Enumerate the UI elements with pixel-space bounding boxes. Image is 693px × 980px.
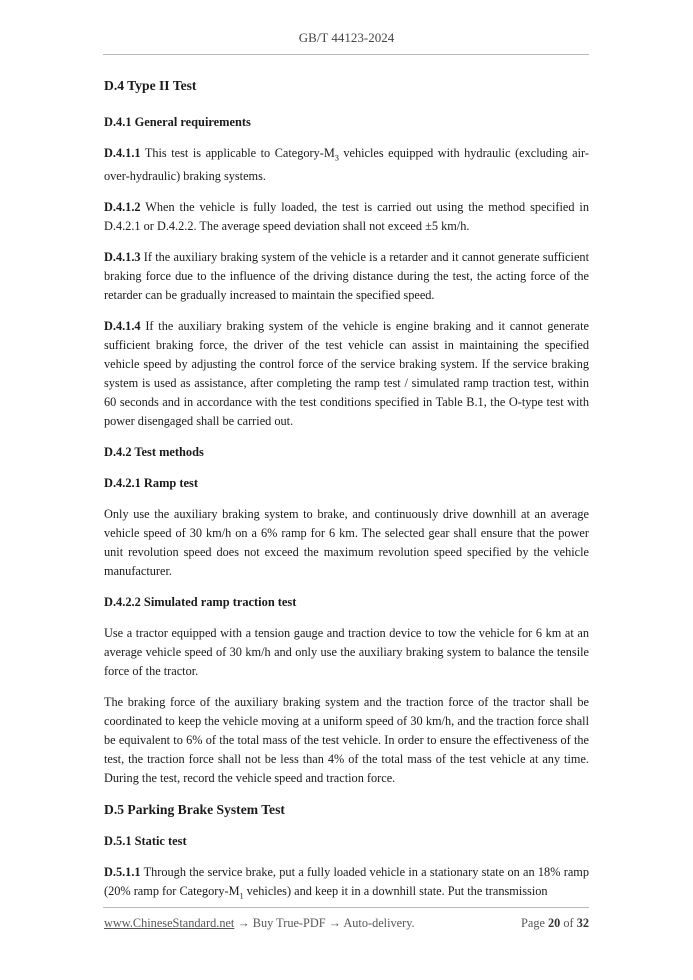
site-link[interactable]: www.ChineseStandard.net <box>104 916 235 930</box>
heading-d42: D.4.2 Test methods <box>104 445 204 460</box>
clause-text: Through the service brake, put a fully loaded vehicle in a stationary state on an 18% ramp (20% ramp for Category-M <box>104 865 589 899</box>
clause-text: vehicles equipped with hydraulic (excluding air-over-hydraulic) braking systems. <box>104 146 590 184</box>
page-header-standard-id: GB/T 44123-2024 <box>298 30 395 45</box>
subscript: 1 <box>239 891 244 901</box>
clause-text: If the auxiliary braking system of the vehicle is engine braking and it cannot generate sufficient braking force, the driver of the test vehicle can assist in maintaining the specified vehicle speed by adjusting the control force of the service braking system. If the service braking system is used as assistance, after completing the ramp test / simulated ramp traction test, within 60 seconds and in accordance with the test conditions specified in Table B.1, the O-type test with power disengaged shall be carried out. <box>104 319 589 429</box>
clause-number: D.4.1.3 <box>104 250 141 265</box>
clause-number: D.4.1.2 <box>104 200 141 215</box>
arrow-right-icon: → <box>237 916 250 930</box>
clause-d411 <box>104 144 589 186</box>
page-number <box>521 916 589 931</box>
heading-d5: D.5 Parking Brake System Test <box>104 802 285 818</box>
current-page: 20 <box>548 916 561 930</box>
heading-d41: D.4.1 General requirements <box>104 115 251 129</box>
clause-number: D.4.1.1 <box>104 146 141 160</box>
clause-d414 <box>104 317 589 431</box>
footer-divider <box>103 907 589 908</box>
heading-d4: D.4 Type II Test <box>104 78 197 93</box>
heading-d422: D.4.2.2 Simulated ramp traction test <box>104 595 297 610</box>
clause-text: When the vehicle is fully loaded, the test is carried out using the method specified in D.4.2.1 or D.4.2.2. The average speed deviation shall not exceed ±5 km/h. <box>104 200 589 234</box>
paragraph-d422-2: The braking force of the auxiliary braking system and the traction force of the tractor shall be coordinated to keep the vehicle moving at a uniform speed of 30 km/h, and the traction force shall be equivalent to 6% of the total mass of the test vehicle. In order to ensure the effectiveness of the test, the traction force shall not be less than 4% of the total mass of the test vehicle at any time. During the test, record the vehicle speed and traction force. <box>104 695 589 786</box>
clause-number: D.4.1.4 <box>104 319 141 334</box>
of-label: of <box>563 916 574 930</box>
paragraph-d422-1: Use a tractor equipped with a tension gauge and traction device to tow the vehicle for 6 km at an average vehicle speed of 30 km/h and only use the auxiliary braking system to balance the tensile force of the tractor. <box>104 626 589 679</box>
clause-number: D.5.1.1 <box>104 865 141 880</box>
paragraph-d421: Only use the auxiliary braking system to brake, and continuously drive downhill at an average vehicle speed of 30 km/h on a 6% ramp for 6 km. The selected gear shall ensure that the power unit revolution speed does not exceed the maximum revolution speed specified by the vehicle manufacturer. <box>104 507 589 579</box>
clause-text: vehicles) and keep it in a downhill state. Put the transmission <box>243 884 548 899</box>
page-label: Page <box>521 916 545 930</box>
arrow-right-icon: → <box>328 916 341 930</box>
clause-d511 <box>104 863 589 905</box>
header-divider <box>103 54 589 55</box>
clause-text: This test is applicable to Category-M <box>140 146 335 160</box>
auto-delivery-text: Auto-delivery. <box>343 916 415 930</box>
heading-d421: D.4.2.1 Ramp test <box>104 476 198 491</box>
subscript: 3 <box>334 153 339 163</box>
clause-text: If the auxiliary braking system of the vehicle is a retarder and it cannot generate sufficient braking force due to the influence of the driving distance during the test, the acting force of the retarder can be gradually increased to maintain the specified speed. <box>104 250 589 303</box>
total-pages: 32 <box>576 916 589 930</box>
footer-links <box>104 916 415 931</box>
clause-d412 <box>104 198 589 236</box>
heading-d51: D.5.1 Static test <box>104 834 187 849</box>
buy-pdf-link[interactable]: Buy True-PDF <box>252 916 326 930</box>
document-body <box>104 76 589 918</box>
clause-d413 <box>104 248 589 305</box>
